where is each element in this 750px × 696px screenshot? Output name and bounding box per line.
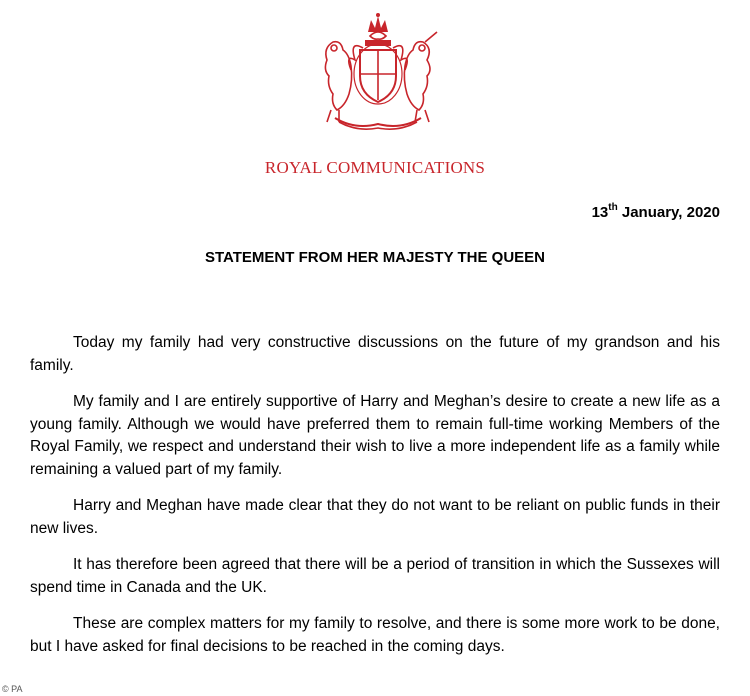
paragraph-1: Today my family had very constructive discussions on the future of my grandson and his family.: [30, 334, 720, 374]
statement-body: [30, 332, 720, 658]
date-suffix: th: [608, 202, 618, 213]
paragraph-4: It has therefore been agreed that there will be a period of transition in which the Sussexes will spend time in Canada and the UK.: [30, 556, 720, 596]
statement-date: [592, 203, 720, 221]
letterhead-title: ROYAL COMMUNICATIONS: [264, 158, 486, 177]
date-day: 13: [591, 204, 609, 221]
date-rest: January, 2020: [617, 204, 720, 221]
statement-title: STATEMENT FROM HER MAJESTY THE QUEEN: [204, 249, 546, 266]
paragraph-3: Harry and Meghan have made clear that they do not want to be reliant on public funds in their new lives.: [30, 497, 720, 537]
photo-credit: © PA: [2, 684, 23, 694]
paragraph-2: My family and I are entirely supportive of Harry and Meghan’s desire to create a new life as a young family. Although we would have preferred them to remain full-time working Members of the Royal Family, we respect and understand their wish to live a more independent life as a family while remaining a valued part of my family.: [30, 393, 720, 478]
paragraph-5: These are complex matters for my family to resolve, and there is some more work to be done, but I have asked for final decisions to be reached in the coming days.: [30, 615, 720, 655]
royal-coat-of-arms-icon: [315, 10, 441, 132]
